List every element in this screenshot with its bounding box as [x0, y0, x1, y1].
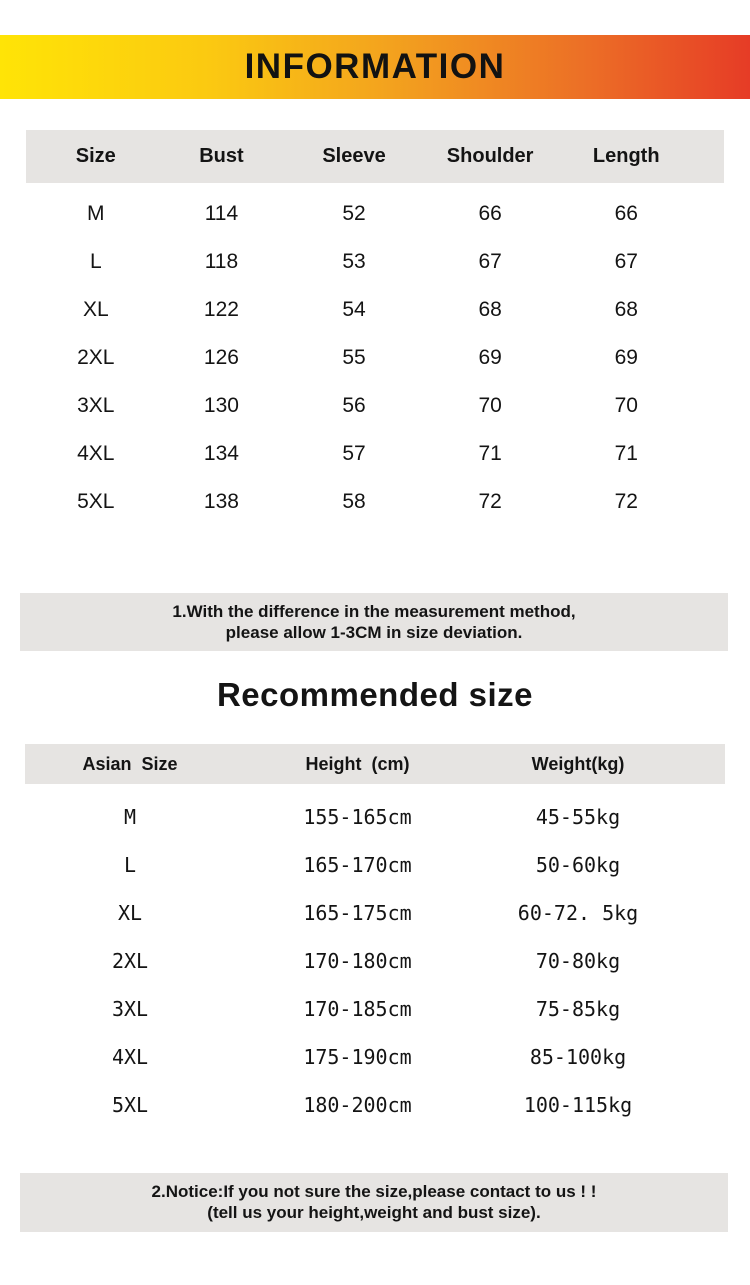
table-cell: 114: [204, 202, 239, 225]
table-cell: 130: [203, 394, 239, 417]
table-cell: 126: [203, 346, 239, 369]
table-cell: 100-115kg: [523, 1093, 633, 1117]
banner-title: INFORMATION: [244, 47, 506, 86]
size-table-header-sleeve: Sleeve: [322, 145, 386, 167]
size-table-header-row: [26, 130, 724, 183]
table-cell: 66: [478, 202, 502, 225]
table-row: [25, 937, 725, 985]
table-cell: 69: [614, 346, 638, 369]
recommended-size-table: [25, 744, 725, 1129]
recommended-table-body: [25, 793, 725, 1129]
table-cell: 5XL: [77, 490, 115, 513]
table-row: [25, 793, 725, 841]
table-cell: 54: [342, 298, 366, 321]
measurement-notice: [20, 593, 728, 651]
size-table: [26, 130, 724, 526]
table-cell: 45-55kg: [535, 805, 621, 829]
recommended-size-title: Recommended size: [216, 676, 534, 713]
table-cell: 71: [614, 442, 638, 465]
table-cell: 85-100kg: [529, 1045, 627, 1069]
table-cell: 170-180cm: [303, 949, 412, 973]
table-cell: 170-185cm: [303, 997, 412, 1021]
table-cell: 70: [478, 394, 502, 417]
table-cell: 4XL: [77, 442, 115, 465]
table-cell: 2XL: [111, 949, 149, 973]
table-cell: 3XL: [111, 997, 149, 1021]
measurement-notice-line2: please allow 1-3CM in size deviation.: [225, 623, 523, 642]
information-banner: [0, 35, 750, 99]
measurement-notice-line1: 1.With the difference in the measurement method,: [172, 602, 576, 621]
size-table-body: [26, 190, 724, 526]
table-cell: M: [123, 805, 137, 829]
table-row: [25, 1033, 725, 1081]
table-cell: 55: [342, 346, 366, 369]
recommended-table-header-row: [25, 744, 725, 784]
table-cell: 180-200cm: [303, 1093, 412, 1117]
recommended-header-height: Height (cm): [305, 753, 410, 774]
table-cell: 134: [203, 442, 239, 465]
table-cell: 66: [614, 202, 638, 225]
table-cell: 67: [614, 250, 638, 273]
table-row: [25, 889, 725, 937]
table-cell: M: [87, 202, 105, 225]
table-cell: 122: [203, 298, 239, 321]
table-row: [26, 238, 724, 286]
table-row: [26, 478, 724, 526]
table-cell: 67: [478, 250, 502, 273]
table-row: [25, 1081, 725, 1129]
table-cell: 68: [614, 298, 638, 321]
table-cell: 57: [342, 442, 366, 465]
table-cell: 165-175cm: [303, 901, 412, 925]
table-cell: 165-170cm: [303, 853, 412, 877]
recommended-header-weight: Weight(kg): [531, 753, 625, 774]
table-cell: 138: [203, 490, 239, 513]
table-row: [26, 190, 724, 238]
table-cell: 53: [342, 250, 366, 273]
table-cell: L: [123, 853, 137, 877]
table-cell: 5XL: [111, 1093, 149, 1117]
table-row: [25, 985, 725, 1033]
table-cell: 70-80kg: [535, 949, 621, 973]
table-cell: 52: [342, 202, 366, 225]
table-row: [26, 286, 724, 334]
table-cell: 75-85kg: [535, 997, 621, 1021]
size-table-header-size: Size: [75, 145, 116, 167]
table-row: [26, 430, 724, 478]
table-cell: 56: [342, 394, 366, 417]
table-cell: 4XL: [111, 1045, 149, 1069]
table-cell: 2XL: [77, 346, 115, 369]
size-table-header-length: Length: [592, 145, 660, 167]
table-cell: 70: [614, 394, 638, 417]
table-cell: XL: [117, 901, 143, 925]
table-cell: L: [89, 250, 102, 273]
table-cell: 69: [478, 346, 502, 369]
table-row: [25, 841, 725, 889]
table-cell: 175-190cm: [303, 1045, 412, 1069]
table-row: [26, 334, 724, 382]
table-cell: 68: [478, 298, 502, 321]
table-cell: 118: [204, 250, 239, 273]
table-cell: 72: [614, 490, 638, 513]
table-cell: 50-60kg: [535, 853, 621, 877]
table-cell: XL: [82, 298, 109, 321]
table-cell: 71: [478, 442, 502, 465]
recommended-header-asian-size: Asian Size: [82, 753, 178, 774]
table-cell: 72: [478, 490, 502, 513]
size-table-header-shoulder: Shoulder: [446, 145, 534, 167]
contact-notice-line1: 2.Notice:If you not sure the size,please contact to us ! !: [151, 1182, 597, 1201]
table-cell: 60-72. 5kg: [517, 901, 639, 925]
contact-notice-line2: (tell us your height,weight and bust size).: [207, 1203, 541, 1222]
contact-notice: [20, 1173, 728, 1232]
table-cell: 155-165cm: [303, 805, 412, 829]
table-row: [26, 382, 724, 430]
table-cell: 3XL: [77, 394, 115, 417]
size-table-header-bust: Bust: [199, 145, 244, 167]
table-cell: 58: [342, 490, 366, 513]
